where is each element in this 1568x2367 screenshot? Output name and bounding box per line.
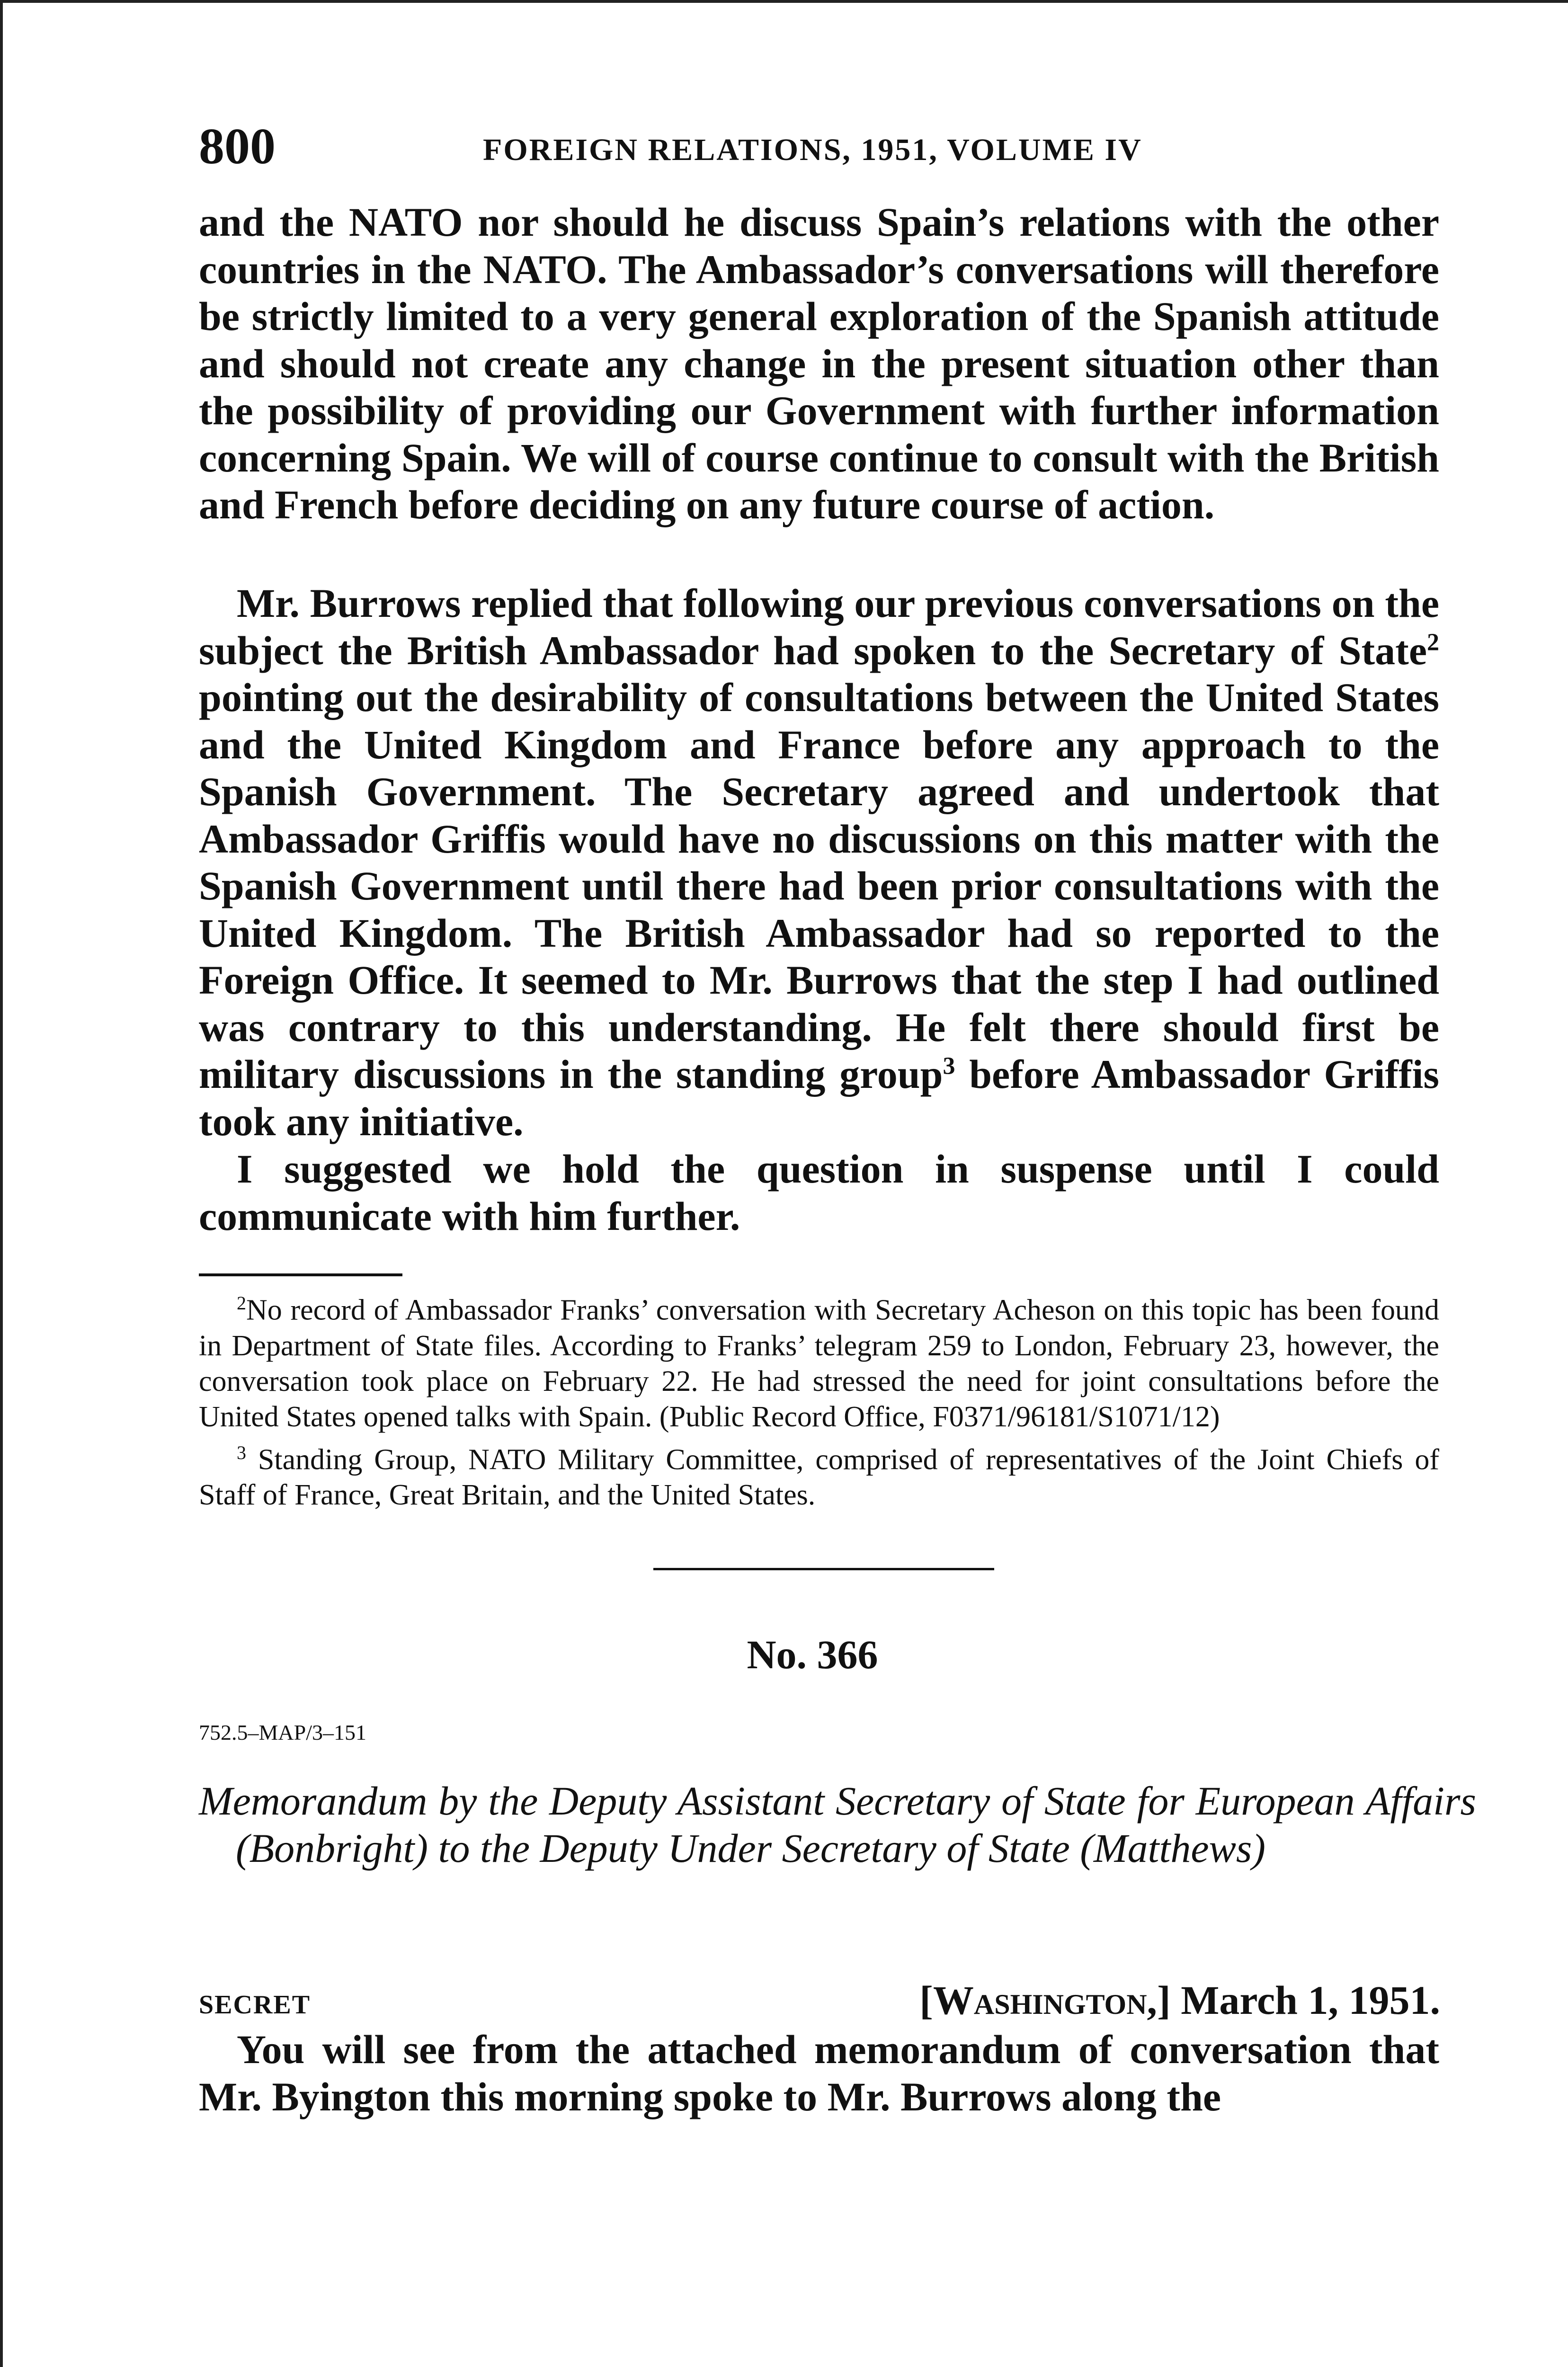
paragraph-text: Mr. Burrows replied that following our previous conversations on the subject the British Ambassador had spoken to the Secretary of State: [199, 580, 1439, 673]
dateline-place: [Washington,]: [919, 1977, 1171, 2023]
footnote-divider: [199, 1273, 402, 1276]
paragraph-text: before Ambassador Griffis took any initiative.: [199, 1051, 1439, 1144]
paragraph-opening: You will see from the attached memorandum of conversation that Mr. Byington this morning spoke to Mr. Burrows along the: [199, 2027, 1439, 2119]
paragraph-suggestion: I suggested we hold the question in suspense until I could communicate with him further.: [199, 1146, 1439, 1239]
document-title: Memorandum by the Deputy Assistant Secretary of State for European Affairs (Bonbright) to the Deputy Under Secretary of State (Matthews): [199, 1778, 1476, 1871]
file-reference: 752.5–MAP/3–151: [199, 1720, 366, 1744]
page-header: [199, 114, 1439, 180]
footnote-2: [199, 1285, 1439, 1435]
paragraph-text: pointing out the desirability of consultations between the United States and the United Kingdom and France before any approach to the Spanish Government. The Secretary agreed and undertook that Ambassador Griffis would have no discussions on this matter with the Spanish Government until there had been prior consultations with the United Kingdom. The British Ambassador had so reported to the Foreign Office. It seemed to Mr. Burrows that the step I had outlined was contrary to this understanding. He felt there should first be military discussions in the standing group: [199, 675, 1439, 1097]
footnote-ref-3[interactable]: 3: [943, 1052, 955, 1080]
footnote-ref-2[interactable]: 2: [1427, 628, 1439, 656]
footnotes: [199, 1285, 1439, 1513]
paragraph-continuation: and the NATO nor should he discuss Spain’s relations with the other countries in the NATO. The Ambassador’s conversations will therefore be strictly limited to a very general exploration of the Spanish attitude and should not create any change in the present situation other than the possibility of providing our Government with further information concerning Spain. We will of course continue to consult with the British and French before deciding on any future course of action.: [199, 199, 1439, 527]
running-head: FOREIGN RELATIONS, 1951, VOLUME IV: [483, 133, 1142, 167]
footnote-text: No record of Ambassador Franks’ conversation with Secretary Acheson on this topic has been found in Department of State files. According to Franks’ telegram 259 to London, February 23, however, the conversation took place on February 22. He had stressed the need for joint consultations before the United States opened talks with Spain. (Public Record Office, F0371/96181/S1071/12): [199, 1294, 1439, 1433]
dateline-date: March 1, 1951.: [1170, 1977, 1440, 2023]
classification-label: SECRET: [199, 1990, 311, 2020]
dateline: [919, 1974, 1440, 2026]
section-divider: [653, 1568, 994, 1570]
footnote-mark: 2: [237, 1292, 246, 1314]
paragraph-burrows-reply: [199, 580, 1439, 1145]
document-number: No. 366: [747, 1632, 878, 1677]
footnote-text: Standing Group, NATO Military Committee, comprised of representatives of the Joint Chiefs of Staff of France, Great Britain, and the United States.: [199, 1443, 1439, 1512]
footnote-mark: 3: [237, 1442, 246, 1463]
footnote-3: [199, 1435, 1439, 1513]
page-number: 800: [199, 118, 276, 175]
